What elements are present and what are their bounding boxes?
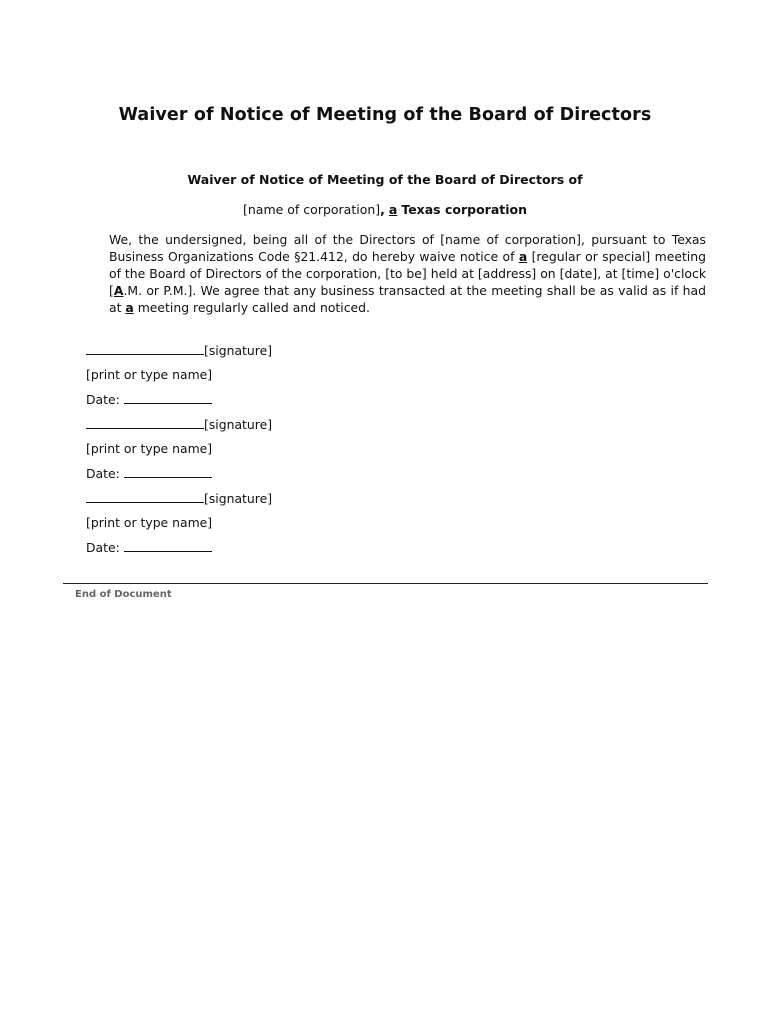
print-name-label: [print or type name] xyxy=(86,367,213,382)
date-row xyxy=(86,465,212,481)
document-subtitle: Waiver of Notice of Meeting of the Board of Directors of xyxy=(187,172,583,187)
corporation-article: a xyxy=(388,202,398,217)
signature-row xyxy=(86,342,272,358)
print-name-row xyxy=(86,441,212,456)
paragraph-article-1: a xyxy=(518,249,528,264)
date-row xyxy=(86,391,212,407)
corporation-comma: , xyxy=(380,202,385,217)
signature-label: [signature] xyxy=(204,343,273,358)
corporation-state: Texas corporation xyxy=(401,202,528,217)
document-title: Waiver of Notice of Meeting of the Board of Directors xyxy=(118,105,652,125)
signature-label: [signature] xyxy=(204,491,273,506)
print-name-row xyxy=(86,367,212,382)
paragraph-part-1: We, the undersigned, being all of the Directors of [name of corporation], pursuant to Texas Business Organizations Code §21.412, do hereby waive notice of xyxy=(109,232,706,264)
waiver-paragraph xyxy=(109,231,706,316)
corporation-line xyxy=(0,202,770,217)
date-label: Date: xyxy=(86,466,120,481)
paragraph-article-2: a xyxy=(125,300,134,315)
corporation-name-placeholder: [name of corporation] xyxy=(242,202,381,217)
end-of-document-label: End of Document xyxy=(75,589,172,600)
signature-row xyxy=(86,490,272,506)
end-divider xyxy=(63,583,708,584)
signature-line[interactable] xyxy=(86,490,204,503)
date-row xyxy=(86,539,212,555)
paragraph-part-2: [regular or special] meeting of the Board of Directors of the corporation, [to be] held at [address] on [date], at [time] o'clock [ xyxy=(109,249,706,298)
paragraph-am-letter: A xyxy=(113,283,124,298)
date-line[interactable] xyxy=(124,539,212,552)
date-label: Date: xyxy=(86,540,120,555)
paragraph-part-3: .M. or P.M.]. We agree that any business transacted at the meeting shall be as valid as if had at xyxy=(109,283,706,315)
date-label: Date: xyxy=(86,392,120,407)
print-name-label: [print or type name] xyxy=(86,515,213,530)
date-line[interactable] xyxy=(124,465,212,478)
signature-line[interactable] xyxy=(86,342,204,355)
date-line[interactable] xyxy=(124,391,212,404)
print-name-row xyxy=(86,515,212,530)
signature-line[interactable] xyxy=(86,416,204,429)
signature-label: [signature] xyxy=(204,417,273,432)
paragraph-part-4: meeting regularly called and noticed. xyxy=(137,300,370,315)
print-name-label: [print or type name] xyxy=(86,441,213,456)
signature-row xyxy=(86,416,272,432)
